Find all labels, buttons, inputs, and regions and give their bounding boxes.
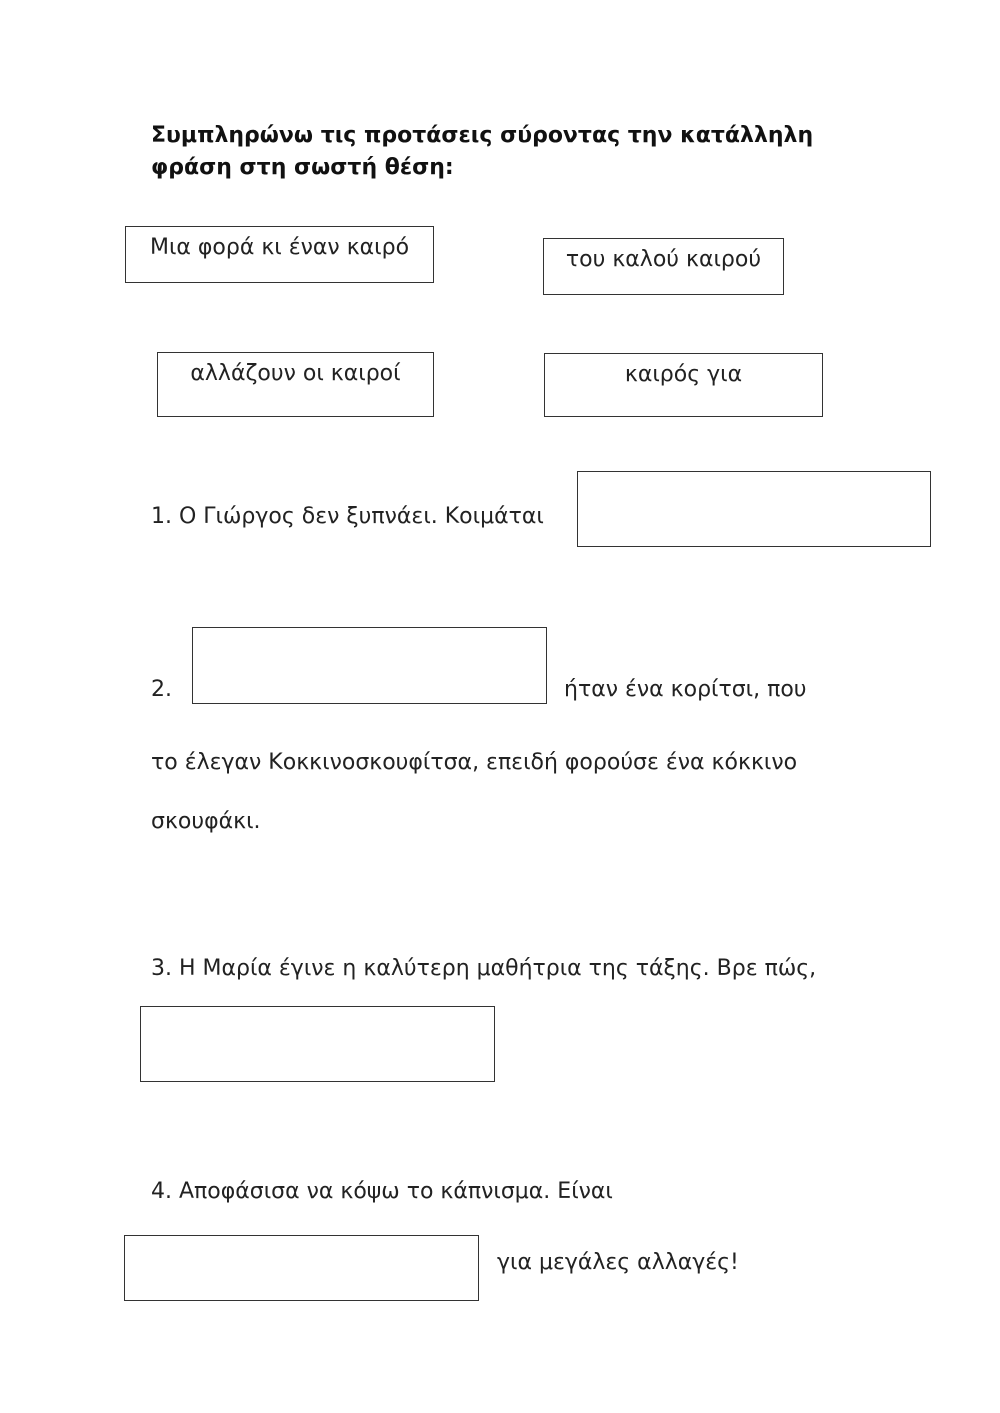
question-2-number: 2. <box>151 677 172 702</box>
question-2-line-2: το έλεγαν Κοκκινοσκουφίτσα, επειδή φορούσε ένα κόκκινο <box>151 750 798 775</box>
question-1-text: 1. Ο Γιώργος δεν ξυπνάει. Κοιμάται <box>151 504 544 529</box>
instruction-heading <box>151 120 911 184</box>
phrase-chip-label: αλλάζουν οι καιροί <box>190 361 401 386</box>
question-4-after-blank: για μεγάλες αλλαγές! <box>497 1250 739 1275</box>
drop-target-4[interactable] <box>124 1235 479 1301</box>
phrase-chip-kairos-gia[interactable] <box>544 353 823 417</box>
phrase-chip-label: του καλού καιρού <box>565 247 762 272</box>
question-4-text: 4. Αποφάσισα να κόψω το κάπνισμα. Είναι <box>151 1179 613 1204</box>
phrase-chip-label: Μια φορά κι έναν καιρό <box>149 235 410 260</box>
instruction-line-2: φράση στη σωστή θέση: <box>151 155 454 180</box>
question-3-text: 3. Η Μαρία έγινε η καλύτερη μαθήτρια της τάξης. Βρε πώς, <box>151 956 817 981</box>
drop-target-2[interactable] <box>192 627 547 704</box>
drop-target-3[interactable] <box>140 1006 495 1082</box>
drop-target-1[interactable] <box>577 471 931 547</box>
phrase-chip-label: καιρός για <box>624 362 743 387</box>
phrase-chip-allazoun-oi-kairoi[interactable] <box>157 352 434 417</box>
question-2-after-blank: ήταν ένα κορίτσι, που <box>564 677 807 702</box>
phrase-chip-mia-fora[interactable] <box>125 226 434 283</box>
instruction-line-1: Συμπληρώνω τις προτάσεις σύροντας την κατάλληλη <box>151 123 814 148</box>
phrase-chip-tou-kalou-kairou[interactable] <box>543 238 784 295</box>
question-2-line-3: σκουφάκι. <box>151 809 261 834</box>
